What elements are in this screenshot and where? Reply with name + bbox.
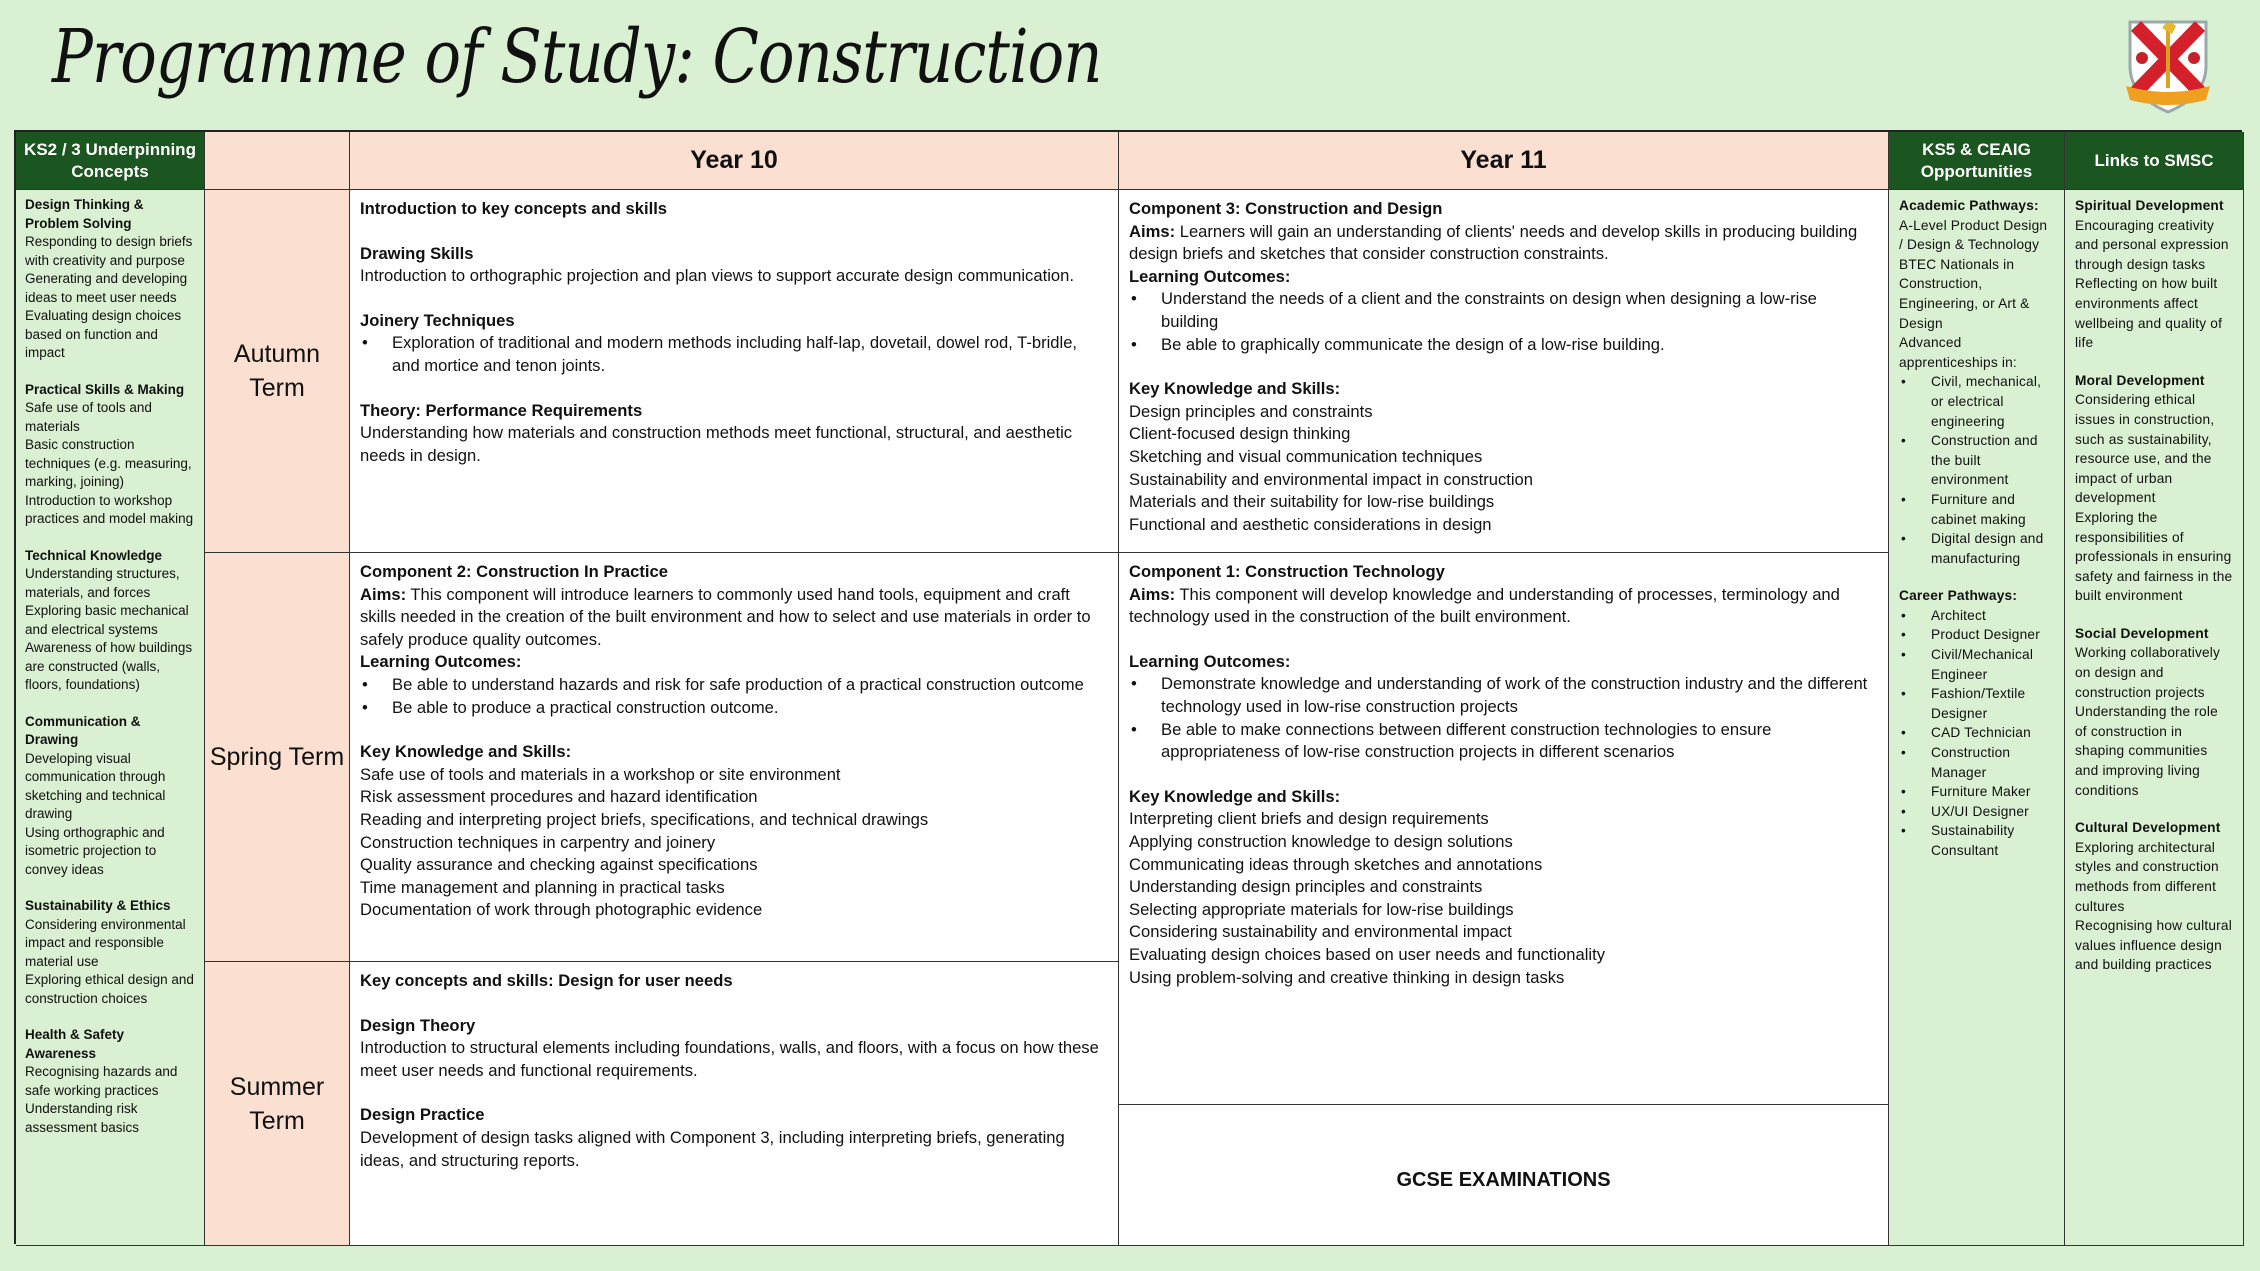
text-line: Applying construction knowledge to design solutions [1129, 831, 1513, 851]
text-line: Exploring basic mechanical and electrical systems [25, 603, 189, 637]
text-line: Recognising hazards and safe working practices [25, 1064, 178, 1098]
spacer [360, 378, 1108, 400]
bullet-item: • Sustainability Consultant [1899, 821, 2054, 860]
spacer [25, 1008, 195, 1026]
smsc-links [2065, 190, 2244, 1246]
section-heading: Moral Development [2075, 372, 2205, 388]
spacer [360, 719, 1108, 741]
text-line: Development of design tasks aligned with Component 3, including interpreting briefs, generating ideas, and structuring reports. [360, 1127, 1065, 1170]
header-year11: Year 11 [1119, 132, 1889, 190]
spacer [25, 363, 195, 381]
spacer [2075, 606, 2233, 624]
bullet-item: • Be able to make connections between different construction technologies to ensure appropriateness of low-rise construction projects in different scenarios [1129, 719, 1878, 764]
spacer [1899, 568, 2054, 586]
header-term [205, 132, 350, 190]
bullet-list [1899, 372, 2054, 568]
bullet-list [1899, 606, 2054, 861]
term-summer: Summer Term [205, 962, 350, 1246]
bullet-item: • Demonstrate knowledge and understanding of work of the construction industry and the different technology used in low-rise construction projects [1129, 673, 1878, 718]
section-heading: Drawing Skills [360, 243, 474, 263]
text-line [1129, 584, 1878, 629]
text-line: Sketching and visual communication techniques [1129, 446, 1483, 466]
text-line: Considering ethical issues in construction, such as sustainability, resource use, and the impact of urban development [2075, 392, 2215, 506]
year10-summer [350, 962, 1119, 1246]
text-line: Safe use of tools and materials [25, 400, 152, 434]
section-heading: Learning Outcomes: [1129, 651, 1291, 671]
text-line: Introduction to orthographic projection and plan views to support accurate design communication. [360, 266, 1074, 286]
section-heading: Component 3: Construction and Design [1129, 199, 1443, 218]
section-heading: Spiritual Development [2075, 198, 2224, 213]
bullet-item: • Digital design and manufacturing [1899, 529, 2054, 568]
bullet-item: • Furniture Maker [1899, 782, 2054, 802]
text-line: Introduction to workshop practices and model making [25, 492, 194, 526]
section-heading: Key concepts and skills: Design for user needs [360, 971, 733, 990]
term-spring: Spring Term [205, 553, 350, 962]
section-heading: Cultural Development [2075, 820, 2221, 836]
text-line: Sustainability and environmental impact in construction [1129, 469, 1533, 489]
section-heading: Key Knowledge and Skills: [1129, 379, 1341, 399]
section-heading: Design Practice [360, 1105, 485, 1125]
spacer [360, 1082, 1108, 1104]
text-line: Using problem-solving and creative thinking in design tasks [1129, 967, 1565, 987]
text-line: Reading and interpreting project briefs, specifications, and technical drawings [360, 809, 929, 829]
spacer [1129, 356, 1878, 378]
text-line: Communicating ideas through sketches and annotations [1129, 854, 1543, 874]
text-line [360, 584, 1108, 652]
text-line: Generating and developing ideas to meet user needs [25, 271, 188, 305]
section-heading: Key Knowledge and Skills: [360, 742, 572, 762]
bullet-item: • Understand the needs of a client and the constraints on design when designing a low-rise building [1129, 288, 1878, 333]
section-heading: Social Development [2075, 625, 2209, 641]
text-line: Design principles and constraints [1129, 401, 1373, 421]
text-line: Exploring ethical design and construction choices [25, 972, 194, 1006]
inline-text: Learners will gain an understanding of clients' needs and develop skills in producing building design briefs and sketches that consider construction constraints. [1129, 221, 1858, 264]
text-line: Considering sustainability and environmental impact [1129, 922, 1512, 942]
programme-table [14, 130, 2242, 1244]
text-line [1129, 221, 1878, 266]
section-heading: Design Theory [360, 1015, 476, 1035]
section-heading: Theory: Performance Requirements [360, 400, 643, 420]
year10-spring [350, 553, 1119, 962]
section-heading: Career Pathways: [1899, 588, 2018, 604]
text-line: Exploring the responsibilities of professionals in ensuring safety and fairness in the built environment [2075, 509, 2233, 604]
text-line: Developing visual communication through sketching and technical drawing [25, 750, 166, 821]
text-line: BTEC Nationals in Construction, Engineering, or Art & Design [1899, 256, 2030, 331]
text-line: Functional and aesthetic considerations in design [1129, 514, 1492, 534]
section-heading: Component 1: Construction Technology [1129, 562, 1445, 581]
text-line: Reflecting on how built environments affect wellbeing and quality of life [2075, 276, 2223, 351]
spacer [360, 288, 1108, 310]
spacer [360, 993, 1108, 1015]
bullet-item: • Construction Manager [1899, 743, 2054, 782]
inline-label: Aims: [1129, 221, 1176, 241]
bullet-item: • Civil, mechanical, or electrical engineering [1899, 372, 2054, 431]
spacer [2075, 353, 2233, 371]
year11-spring [1119, 553, 1889, 1105]
section-heading: Introduction to key concepts and skills [360, 199, 668, 218]
text-line: Safe use of tools and materials in a workshop or site environment [360, 764, 841, 784]
text-line: Understanding risk assessment basics [25, 1101, 140, 1135]
year11-autumn [1119, 190, 1889, 553]
section-heading: Key Knowledge and Skills: [1129, 786, 1341, 806]
spacer [25, 879, 195, 897]
bullet-item: • Civil/Mechanical Engineer [1899, 645, 2054, 684]
inline-label: Aims: [360, 584, 407, 604]
bullet-item: • UX/UI Designer [1899, 802, 2054, 822]
school-crest-logo [2122, 16, 2214, 116]
bullet-item: • Architect [1899, 606, 2054, 626]
text-line: Understanding how materials and construction methods meet functional, structural, and aesthetic needs in design. [360, 423, 1073, 465]
bullet-item: • Product Designer [1899, 625, 2054, 645]
bullet-item: • Exploration of traditional and modern methods including half-lap, dovetail, dowel rod, T-bridle, and mortice and tenon joints. [360, 332, 1108, 377]
bullet-list [360, 674, 1108, 719]
year10-autumn [350, 190, 1119, 553]
spacer [2075, 800, 2233, 818]
bullet-item: • Be able to graphically communicate the design of a low-rise building. [1129, 334, 1878, 357]
text-line: Advanced apprenticeships in: [1899, 335, 2017, 370]
text-line: Encouraging creativity and personal expression through design tasks [2075, 217, 2229, 272]
text-line: Considering environmental impact and responsible material use [25, 916, 186, 969]
bullet-item: • CAD Technician [1899, 723, 2054, 743]
text-line: Interpreting client briefs and design requirements [1129, 809, 1489, 829]
text-line: A-Level Product Design / Design & Technology [1899, 217, 2048, 253]
text-line: Client-focused design thinking [1129, 424, 1351, 444]
bullet-list [1129, 288, 1878, 356]
section-heading: Design Thinking & Problem Solving [25, 197, 144, 231]
text-line: Responding to design briefs with creativity and purpose [25, 234, 193, 268]
text-line: Evaluating design choices based on user needs and functionality [1129, 944, 1606, 964]
spacer [1129, 764, 1878, 786]
section-heading: Practical Skills & Making [25, 381, 185, 397]
header-ks5: KS5 & CEAIG Opportunities [1889, 132, 2065, 190]
term-autumn: Autumn Term [205, 190, 350, 553]
section-heading: Joinery Techniques [360, 310, 515, 330]
bullet-list [360, 332, 1108, 377]
text-line: Time management and planning in practical tasks [360, 877, 725, 897]
text-line: Recognising how cultural values influence design and building practices [2075, 918, 2232, 973]
section-heading: Learning Outcomes: [360, 652, 522, 672]
page-title: Programme of Study: Construction [52, 14, 1102, 100]
header-ks23: KS2 / 3 Underpinning Concepts [16, 132, 205, 190]
inline-label: Aims: [1129, 584, 1176, 604]
spacer [25, 695, 195, 713]
section-heading: Learning Outcomes: [1129, 266, 1291, 286]
text-line: Evaluating design choices based on function and impact [25, 308, 182, 360]
ks23-concepts [16, 190, 205, 1246]
spacer [25, 529, 195, 547]
text-line: Understanding the role of construction in shaping communities and improving living conditions [2075, 704, 2218, 798]
text-line: Risk assessment procedures and hazard identification [360, 787, 758, 807]
text-line: Documentation of work through photographic evidence [360, 900, 763, 920]
spacer [360, 221, 1108, 243]
text-line: Exploring architectural styles and construction methods from different cultures [2075, 839, 2219, 914]
section-heading: Health & Safety Awareness [25, 1027, 125, 1061]
section-heading: Component 2: Construction In Practice [360, 562, 668, 581]
header-year10: Year 10 [350, 132, 1119, 190]
section-heading: Sustainability & Ethics [25, 898, 171, 913]
bullet-item: • Furniture and cabinet making [1899, 490, 2054, 529]
year11-summer-gcse-examinations: GCSE EXAMINATIONS [1119, 1105, 1889, 1246]
text-line: Understanding design principles and constraints [1129, 877, 1483, 897]
bullet-item: • Fashion/Textile Designer [1899, 684, 2054, 723]
text-line: Construction techniques in carpentry and joinery [360, 832, 716, 852]
bullet-item: • Be able to produce a practical construction outcome. [360, 697, 1108, 720]
text-line: Working collaboratively on design and construction projects [2075, 645, 2221, 700]
bullet-item: • Be able to understand hazards and risk for safe production of a practical construction outcome [360, 674, 1108, 697]
inline-text: This component will introduce learners to commonly used hand tools, equipment and craft skills needed in the creation of the built environment and how to select and use materials in order to safely produce quality outcomes. [360, 584, 1091, 649]
text-line: Using orthographic and isometric projection to convey ideas [25, 824, 165, 877]
bullet-list [1129, 673, 1878, 763]
section-heading: Academic Pathways: [1899, 198, 2039, 213]
spacer [1129, 629, 1878, 651]
bullet-item: • Construction and the built environment [1899, 431, 2054, 490]
section-heading: Technical Knowledge [25, 547, 163, 563]
header-smsc: Links to SMSC [2065, 132, 2244, 190]
text-line: Introduction to structural elements including foundations, walls, and floors, with a focus on how these meet user needs and functional requirements. [360, 1038, 1099, 1080]
text-line: Understanding structures, materials, and forces [25, 566, 180, 600]
text-line: Basic construction techniques (e.g. measuring, marking, joining) [25, 437, 192, 489]
ks5-opportunities [1889, 190, 2065, 1246]
text-line: Materials and their suitability for low-rise buildings [1129, 492, 1495, 512]
inline-text: This component will develop knowledge and understanding of processes, terminology and technology used in the construction of the built environment. [1129, 584, 1840, 627]
text-line: Selecting appropriate materials for low-rise buildings [1129, 899, 1514, 919]
text-line: Quality assurance and checking against specifications [360, 855, 758, 875]
text-line: Awareness of how buildings are constructed (walls, floors, foundations) [25, 640, 193, 692]
section-heading: Communication & Drawing [25, 713, 141, 747]
